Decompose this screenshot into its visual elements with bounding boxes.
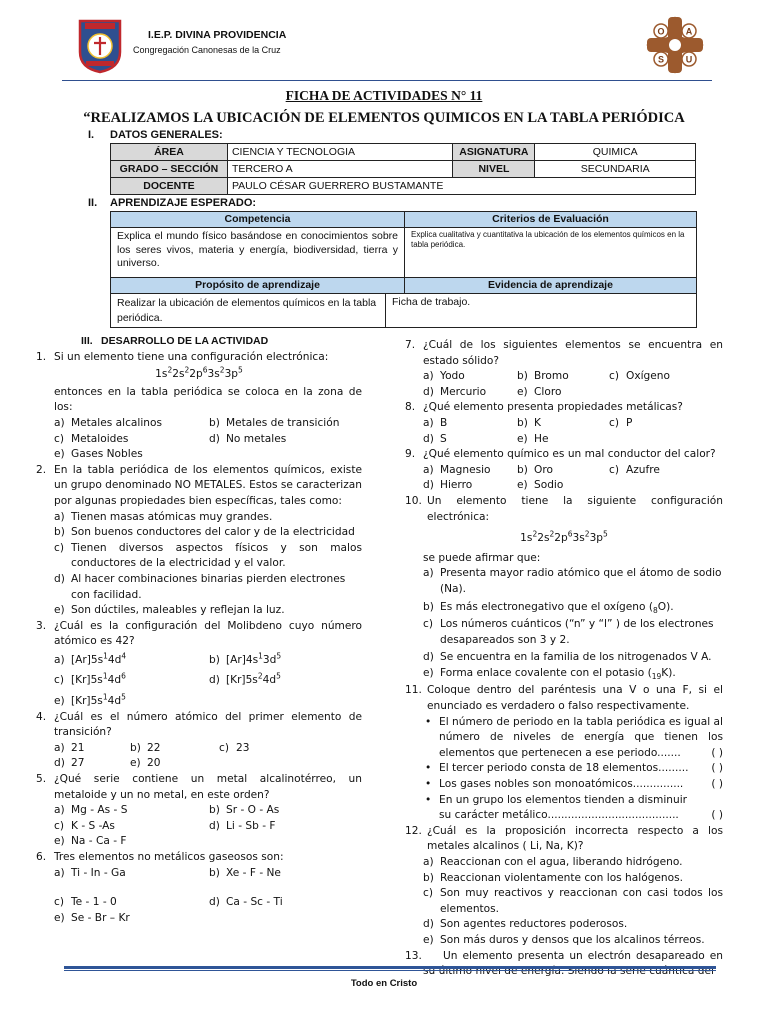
section-3-number: III. <box>81 335 93 347</box>
q6-option-d-letter[interactable]: d) <box>209 896 220 909</box>
q9-number: 9. <box>405 448 416 461</box>
q2-option-e[interactable]: Son dúctiles, maleables y reflejan la luz. <box>71 604 285 617</box>
q11-statement-1-text: El número de periodo en la tabla periódica es igual al número de niveles de energía que tienen los elementos que pertenecen a ese periodo....... <box>439 715 723 759</box>
q12-option-b[interactable]: Reaccionan violentamente con los halógenos. <box>440 871 684 884</box>
q10-option-e-end: K). <box>661 666 676 679</box>
area-header: ÁREA <box>111 144 228 161</box>
q2-option-c-letter[interactable]: c) <box>54 541 64 554</box>
q6-option-e-letter[interactable]: e) <box>54 911 65 924</box>
q7-option-b[interactable]: Bromo <box>534 370 569 383</box>
q3-option-c-letter[interactable]: c) <box>54 674 64 687</box>
q10-option-b[interactable] <box>440 600 723 616</box>
q3-number: 3. <box>36 619 47 632</box>
section-3-label: DESARROLLO DE LA ACTIVIDAD <box>101 335 269 347</box>
q4-text: ¿Cuál es el número atómico del primer elemento de transición? <box>54 710 362 739</box>
activity-title: “REALIZAMOS LA UBICACIÓN DE ELEMENTOS QUIMICOS EN LA TABLA PERIÓDICA <box>83 110 685 126</box>
q1-option-d-letter[interactable]: d) <box>209 432 220 445</box>
competence-header: Competencia <box>111 212 405 228</box>
q10-option-d[interactable]: Se encuentra en la familia de los nitrogenados V A. <box>440 651 712 664</box>
question-10 <box>405 494 723 682</box>
q7-option-c[interactable]: Oxígeno <box>626 370 670 383</box>
q7-option-d[interactable]: Mercurio <box>440 385 487 398</box>
q12-option-e-letter[interactable]: e) <box>423 933 434 946</box>
q5-option-e[interactable]: Na - Ca - F <box>71 835 127 848</box>
q9-text: ¿Qué elemento químico es un mal conductor del calor? <box>423 448 716 461</box>
q2-option-d-letter[interactable]: d) <box>54 572 65 585</box>
q5-text: ¿Qué serie contiene un metal alcalinotérreo, un metaloide y un no metal, en este orden? <box>54 773 362 801</box>
q12-option-b-letter[interactable]: b) <box>423 871 434 884</box>
q1-option-e-letter[interactable]: e) <box>54 448 65 461</box>
section-2-number: II. <box>88 197 98 209</box>
q1-number: 1. <box>36 350 47 363</box>
q5-number: 5. <box>36 773 47 786</box>
q4-option-b[interactable]: 22 <box>147 741 161 754</box>
q10-option-b-end: O). <box>657 600 674 613</box>
q2-option-b-letter[interactable]: b) <box>54 526 65 539</box>
q1-options-cd <box>36 432 362 448</box>
q11-text: Coloque dentro del paréntesis una V o una F, si el enunciado es verdadero o falso respectivamente. <box>427 684 723 713</box>
q3-option-b-letter[interactable]: b) <box>209 653 220 666</box>
q4-option-d[interactable]: 27 <box>71 757 85 770</box>
q11-statement-4-line-2: su carácter metálico....................................... <box>439 809 679 822</box>
q1-option-b-letter[interactable]: b) <box>209 416 220 429</box>
q8-option-a[interactable]: B <box>440 416 448 429</box>
q4-option-b-letter[interactable]: b) <box>130 741 141 754</box>
question-11 <box>405 683 723 823</box>
q5-option-c[interactable]: K - S -As <box>71 819 115 832</box>
q10-option-e-letter[interactable]: e) <box>423 666 434 679</box>
q12-option-a-letter[interactable]: a) <box>423 856 434 868</box>
grade-value: TERCERO A <box>227 161 453 178</box>
q2-number: 2. <box>36 463 47 476</box>
q8-option-d[interactable]: S <box>440 432 447 445</box>
section-2-heading: APRENDIZAJE ESPERADO: <box>110 197 257 209</box>
q10-option-b-text: Es más electronegativo que el oxígeno ( <box>440 600 653 613</box>
q7-option-e-letter[interactable]: e) <box>517 385 528 398</box>
q9-option-a-letter[interactable]: a) <box>423 463 434 476</box>
school-name: I.E.P. DIVINA PROVIDENCIA <box>148 29 287 41</box>
q10-option-c-letter[interactable]: c) <box>423 618 433 631</box>
question-5 <box>36 772 362 850</box>
question-2 <box>36 463 362 619</box>
right-column <box>405 338 723 980</box>
q1-text: Si un elemento tiene una configuración electrónica: <box>54 350 329 363</box>
q10-option-e[interactable] <box>440 666 723 682</box>
q2-option-b[interactable]: Son buenos conductores del calor y de la electricidad <box>71 526 355 539</box>
q9-option-d[interactable]: Hierro <box>440 479 473 492</box>
q12-option-e[interactable]: Son más duros y densos que los alcalinos térreos. <box>440 933 705 946</box>
q6-option-b[interactable]: Xe - F - Ne <box>226 866 281 879</box>
q6-option-c[interactable]: Te - 1 - 0 <box>71 896 117 909</box>
q8-text: ¿Qué elemento presenta propiedades metálicas? <box>423 401 683 414</box>
teacher-header: DOCENTE <box>111 178 228 195</box>
q5-option-a-letter[interactable]: a) <box>54 804 65 817</box>
q5-option-b-letter[interactable]: b) <box>209 804 220 817</box>
q7-option-b-letter[interactable]: b) <box>517 370 528 383</box>
q1-option-c[interactable]: Metaloides <box>71 432 129 445</box>
q10-option-a[interactable]: Presenta mayor radio atómico que el átomo de sodio (Na). <box>440 567 722 595</box>
q5-option-d-letter[interactable]: d) <box>209 819 220 832</box>
q2-option-e-letter[interactable]: e) <box>54 604 65 617</box>
purpose-header: Propósito de aprendizaje <box>111 278 405 294</box>
q6-option-c-letter[interactable]: c) <box>54 896 64 909</box>
q9-option-b[interactable]: Oro <box>534 463 553 476</box>
question-8 <box>405 400 723 447</box>
q10-number: 10. <box>405 494 422 507</box>
q1-continuation: entonces en la tabla periódica se coloca en la zona de los: <box>54 385 362 414</box>
q11-statement-3-text: Los gases nobles son monoatómicos............... <box>439 778 684 791</box>
q8-option-c[interactable]: P <box>626 416 633 429</box>
q4-option-c[interactable]: 23 <box>236 741 250 754</box>
emblem-letter-u: U <box>685 54 693 65</box>
q3-text: ¿Cuál es la configuración del Molibdeno cuyo número atómico es 42? <box>54 619 362 648</box>
q11-statement-1 <box>439 715 723 762</box>
q6-option-b-letter[interactable]: b) <box>209 866 220 879</box>
q5-option-e-letter[interactable]: e) <box>54 835 65 848</box>
q10-option-e-text: Forma enlace covalente con el potasio ( <box>440 666 652 679</box>
q4-option-e-letter[interactable]: e) <box>130 757 141 770</box>
grade-header: GRADO – SECCIÓN <box>111 161 228 178</box>
q3-option-d-letter[interactable]: d) <box>209 674 220 687</box>
q13-number: 13. <box>405 949 422 962</box>
sheet-title: FICHA DE ACTIVIDADES N° 11 <box>285 88 483 103</box>
section-1-heading: DATOS GENERALES: <box>110 129 223 141</box>
q8-option-c-letter[interactable]: c) <box>609 416 619 429</box>
congregation-emblem <box>644 14 706 76</box>
q10-option-a-letter[interactable]: a) <box>423 567 434 580</box>
q8-option-e-letter[interactable]: e) <box>517 432 528 445</box>
teacher-value: PAULO CÉSAR GUERRERO BUSTAMANTE <box>227 178 695 195</box>
level-value: SECUNDARIA <box>535 161 696 178</box>
q9-option-e-letter[interactable]: e) <box>517 479 528 492</box>
q2-option-a[interactable]: Tienen masas atómicas muy grandes. <box>71 510 273 523</box>
question-7 <box>405 338 723 400</box>
q8-option-b-letter[interactable]: b) <box>517 416 528 429</box>
q9-option-e[interactable]: Sodio <box>534 479 564 492</box>
q6-option-d[interactable]: Ca - Sc - Ti <box>226 896 283 909</box>
q12-option-c-letter[interactable]: c) <box>423 887 433 900</box>
q6-option-a[interactable]: Ti - In - Ga <box>71 866 126 879</box>
section-1-number: I. <box>88 129 95 141</box>
q5-option-d[interactable]: Li - Sb - F <box>226 819 276 832</box>
q9-option-c[interactable]: Azufre <box>626 463 660 476</box>
q10-option-e-subscript: 19 <box>651 671 662 681</box>
q1-option-b[interactable]: Metales de transición <box>226 416 340 429</box>
q1-option-e-row <box>36 447 362 463</box>
q3-option-e[interactable]: $[Kr]5s^14d^5$ <box>71 692 126 708</box>
q10-configuration: $1s^22s^22p^63s^23p^5$ <box>520 529 608 545</box>
q4-option-e[interactable]: 20 <box>147 757 161 770</box>
q11-answer-1[interactable]: ( ) <box>711 746 723 759</box>
q9-option-a[interactable]: Magnesio <box>440 463 491 476</box>
q11-answer-4[interactable]: ( ) <box>711 809 723 822</box>
q7-option-e[interactable]: Cloro <box>534 385 562 398</box>
q8-option-b[interactable]: K <box>534 416 541 429</box>
q6-option-a-letter[interactable]: a) <box>54 866 65 879</box>
q1-option-c-letter[interactable]: c) <box>54 432 64 445</box>
q10-text: Un elemento tiene la siguiente configuración electrónica: <box>427 494 723 523</box>
q2-option-c[interactable]: Tienen diversos aspectos físicos y son malos conductores de la electricidad y el valor. <box>71 541 362 570</box>
header-divider <box>62 80 712 81</box>
purpose-text: Realizar la ubicación de elementos químicos en la tabla periódica. <box>111 294 386 328</box>
subject-value: QUIMICA <box>535 144 696 161</box>
evidence-text: Ficha de trabajo. <box>386 294 697 328</box>
q2-option-a-letter[interactable]: a) <box>54 510 65 523</box>
q11-statement-4 <box>439 793 723 824</box>
q4-number: 4. <box>36 710 47 723</box>
q6-text: Tres elementos no metálicos gaseosos son: <box>54 851 284 863</box>
q10-continuation: se puede afirmar que: <box>423 551 541 564</box>
q9-option-d-letter[interactable]: d) <box>423 479 434 492</box>
q2-option-d[interactable]: Al hacer combinaciones binarias pierden electrones con facilidad. <box>71 572 346 601</box>
q12-text: ¿Cuál es la proposición incorrecta respecto a los metales alcalinos ( Li, Na, K)? <box>427 824 723 853</box>
q11-bullet-4-dot: • <box>425 793 432 806</box>
question-13 <box>405 949 723 980</box>
area-value: CIENCIA Y TECNOLOGIA <box>227 144 453 161</box>
q11-bullet-1-dot: • <box>425 715 432 728</box>
evidence-header: Evidencia de aprendizaje <box>405 278 697 294</box>
criteria-header: Criterios de Evaluación <box>405 212 697 228</box>
q6-option-e[interactable]: Se - Br – Kr <box>71 911 130 924</box>
q12-option-d[interactable]: Son agentes reductores poderosos. <box>440 918 628 931</box>
q1-configuration: $1s^22s^22p^63s^23p^5$ <box>155 365 243 381</box>
q10-option-b-subscript: 8 <box>652 605 658 615</box>
q1-option-d[interactable]: No metales <box>226 432 287 445</box>
school-logo <box>77 18 123 74</box>
q7-option-c-letter[interactable]: c) <box>609 370 619 383</box>
learning-table <box>110 211 697 328</box>
emblem-letter-s: S <box>657 54 665 65</box>
q5-option-c-letter[interactable]: c) <box>54 819 64 832</box>
q11-bullet-3-dot: • <box>425 778 432 791</box>
q10-option-d-letter[interactable]: d) <box>423 651 434 664</box>
q7-option-d-letter[interactable]: d) <box>423 385 434 398</box>
q11-statement-2-text: El tercer periodo consta de 18 elementos......... <box>439 762 689 775</box>
q7-number: 7. <box>405 339 416 351</box>
subject-header: ASIGNATURA <box>453 144 535 161</box>
q3-option-b[interactable]: $[Ar]4s^13d^5$ <box>226 651 282 666</box>
q8-number: 8. <box>405 401 416 414</box>
q1-option-e[interactable]: Gases Nobles <box>71 448 143 461</box>
q12-option-d-letter[interactable]: d) <box>423 918 434 931</box>
q12-number: 12. <box>405 824 422 837</box>
q9-option-b-letter[interactable]: b) <box>517 463 528 476</box>
emblem-letter-o: O <box>657 26 665 37</box>
q12-option-a[interactable]: Reaccionan con el agua, liberando hidrógeno. <box>440 856 683 868</box>
emblem-letter-a: A <box>685 26 693 37</box>
question-3 <box>36 619 362 710</box>
q3-option-a-letter[interactable]: a) <box>54 653 65 666</box>
q3-option-d[interactable]: $[Kr]5s^24d^5$ <box>226 671 281 687</box>
question-9 <box>405 447 723 494</box>
q12-option-c[interactable]: Son muy reactivos y reaccionan con casi todos los elementos. <box>440 887 723 915</box>
q11-answer-3[interactable]: ( ) <box>711 778 723 791</box>
competence-text: Explica el mundo físico basándose en conocimientos sobre los seres vivos, materia y energía, biodiversidad, tierra y universo. <box>111 228 405 278</box>
q5-option-b[interactable]: Sr - O - As <box>226 804 280 817</box>
congregation-name: Congregación Canonesas de la Cruz <box>133 45 281 55</box>
q4-option-c-letter[interactable]: c) <box>219 741 229 754</box>
q4-option-a[interactable]: 21 <box>71 741 85 754</box>
q8-option-d-letter[interactable]: d) <box>423 432 434 445</box>
q3-option-c[interactable]: $[Kr]5s^14d^6$ <box>71 671 126 687</box>
q2-text: En la tabla periódica de los elementos químicos, existe un grupo denominado NO METALES. Estos se caracterizan por algunas propiedades bien específicas, tales como: <box>54 463 362 507</box>
q5-option-a[interactable]: Mg - As - S <box>71 804 128 817</box>
q1-option-a[interactable]: Metales alcalinos <box>71 416 163 429</box>
q11-bullet-2-dot: • <box>425 762 432 775</box>
question-12 <box>405 824 723 949</box>
q7-option-a-letter[interactable]: a) <box>423 370 434 383</box>
question-6 <box>36 850 362 926</box>
q7-text: ¿Cuál de los siguientes elementos se encuentra en estado sólido? <box>423 339 723 367</box>
question-1 <box>36 350 362 463</box>
question-4 <box>36 710 362 772</box>
q3-option-a[interactable]: $[Ar]5s^14d^4$ <box>71 651 127 666</box>
q11-statement-2 <box>439 761 723 777</box>
q8-option-a-letter[interactable]: a) <box>423 416 434 429</box>
q4-option-d-letter[interactable]: d) <box>54 757 65 770</box>
q9-option-c-letter[interactable]: c) <box>609 463 619 476</box>
q6-number: 6. <box>36 851 47 863</box>
q11-statement-4-line-1: En un grupo los elementos tienden a disminuir <box>439 793 687 806</box>
q11-answer-2[interactable]: ( ) <box>711 762 723 775</box>
general-data-table <box>110 143 696 195</box>
footer-divider <box>64 966 716 971</box>
q13-text: Un elemento presenta un electrón desapareado en su último nivel de energía. Siendo la serie cuántica del <box>423 949 723 978</box>
q4-option-a-letter[interactable]: a) <box>54 741 65 754</box>
q3-option-e-letter[interactable]: e) <box>54 695 65 708</box>
q11-statement-3 <box>439 777 723 793</box>
footer-motto: Todo en Cristo <box>350 978 418 989</box>
section-3-heading <box>36 334 362 350</box>
criteria-text: Explica cualitativa y cuantitativa la ubicación de los elementos químicos en la tabla periódica. <box>405 228 697 278</box>
q11-number: 11. <box>405 684 422 697</box>
q10-option-b-letter[interactable]: b) <box>423 600 434 613</box>
q7-option-a[interactable]: Yodo <box>440 370 465 383</box>
left-column <box>36 334 362 926</box>
level-header: NIVEL <box>453 161 535 178</box>
q1-option-a-letter[interactable]: a) <box>54 416 65 429</box>
q8-option-e[interactable]: He <box>534 432 549 445</box>
q10-option-c[interactable]: Los números cuánticos (“n” y “l” ) de los electrones desapareados son 3 y 2. <box>440 618 714 646</box>
q1-options-ab <box>36 416 362 432</box>
